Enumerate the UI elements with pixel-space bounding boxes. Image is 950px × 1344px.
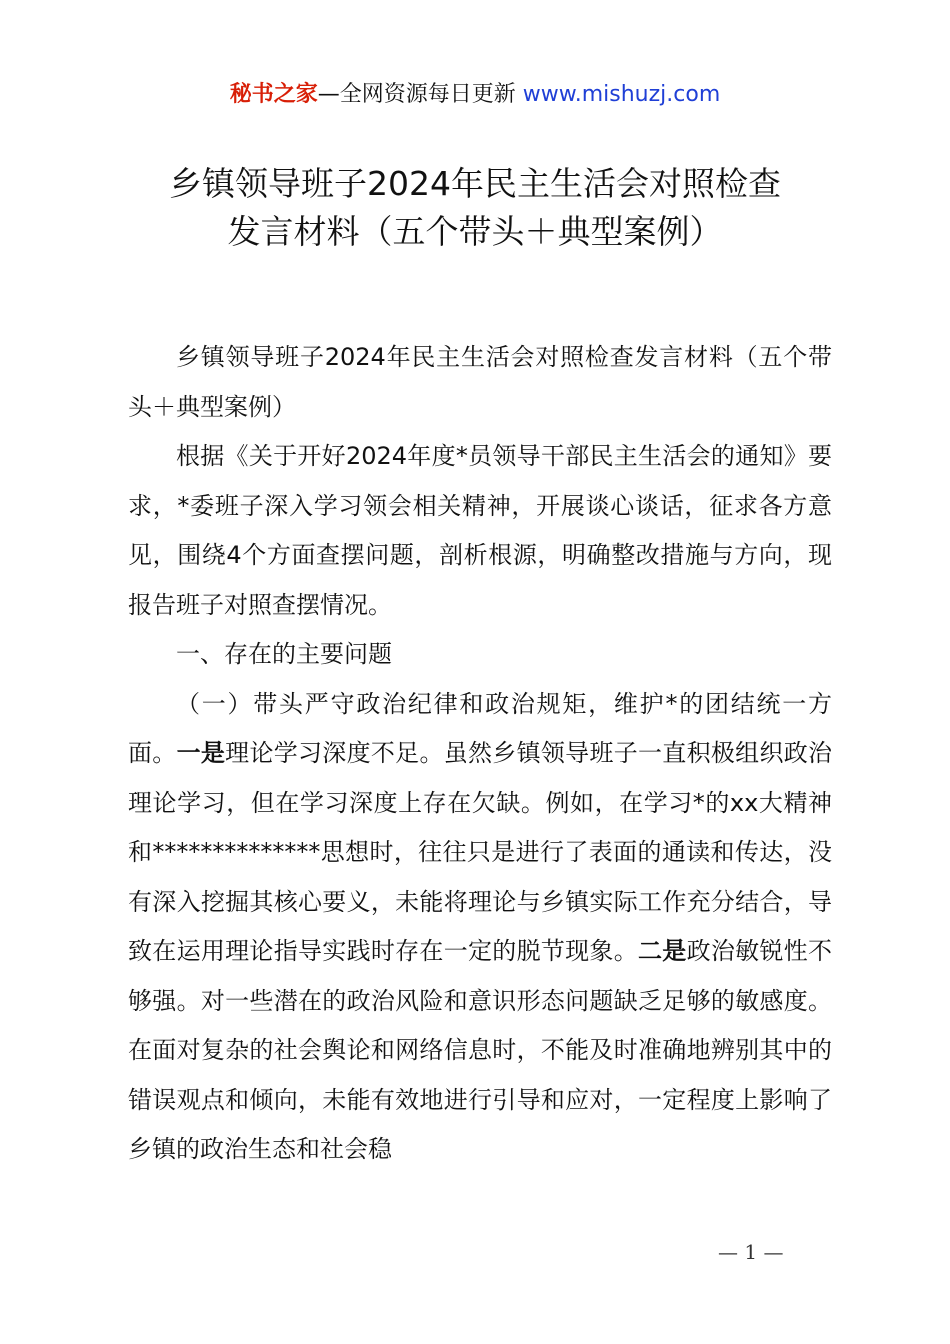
- title-line-2: 发言材料（五个带头＋典型案例）: [227, 212, 723, 251]
- paragraph-intro: 根据《关于开好2024年度*员领导干部民主生活会的通知》要求，*委班子深入学习领会相关精神，开展谈心谈话，征求各方意见，围绕4个方面查摆问题，剖析根源，明确整改措施与方向，现报告班子对照查摆情况。: [128, 442, 832, 619]
- paragraph-section-1: [128, 680, 832, 1175]
- point-text-1: 理论学习深度不足。虽然乡镇领导班子一直积极组织政治理论学习，但在学习深度上存在欠缺。例如，在学习*的xx大精神和**************思想时，往往只是进行了表面的通读和传达，没有深入挖掘其核心要义，未能将理论与乡镇实际工作充分结合，导致在运用理论指导实践时存在一定的脱节现象。: [128, 739, 833, 965]
- paragraph-subtitle: 乡镇领导班子2024年民主生活会对照检查发言材料（五个带头＋典型案例）: [128, 343, 832, 421]
- site-url-link[interactable]: www.mishuzj.com: [522, 82, 721, 107]
- point-label-1: 一是: [176, 739, 226, 767]
- document-body: [128, 333, 832, 1175]
- page-number: — 1 —: [718, 1240, 784, 1264]
- subsection-heading: （一）带头严守政治纪律和政治规矩，维护*的团结统一方面。: [128, 689, 832, 767]
- header-tagline: —全网资源每日更新: [317, 82, 516, 107]
- point-text-2: 政治敏锐性不够强。对一些潜在的政治风险和意识形态问题缺乏足够的敏感度。在面对复杂的社会舆论和网络信息时，不能及时准确地辨别其中的错误观点和倾向，未能有效地进行引导和应对，一定程度上影响了乡镇的政治生态和社会稳: [128, 937, 833, 1163]
- site-header: [0, 80, 950, 110]
- section-heading-1: 一、存在的主要问题: [176, 640, 392, 668]
- point-label-2: 二是: [638, 937, 687, 965]
- document-title: [60, 160, 890, 256]
- title-line-1: 乡镇领导班子2024年民主生活会对照检查: [169, 164, 781, 203]
- brand-name: 秘书之家: [229, 82, 318, 107]
